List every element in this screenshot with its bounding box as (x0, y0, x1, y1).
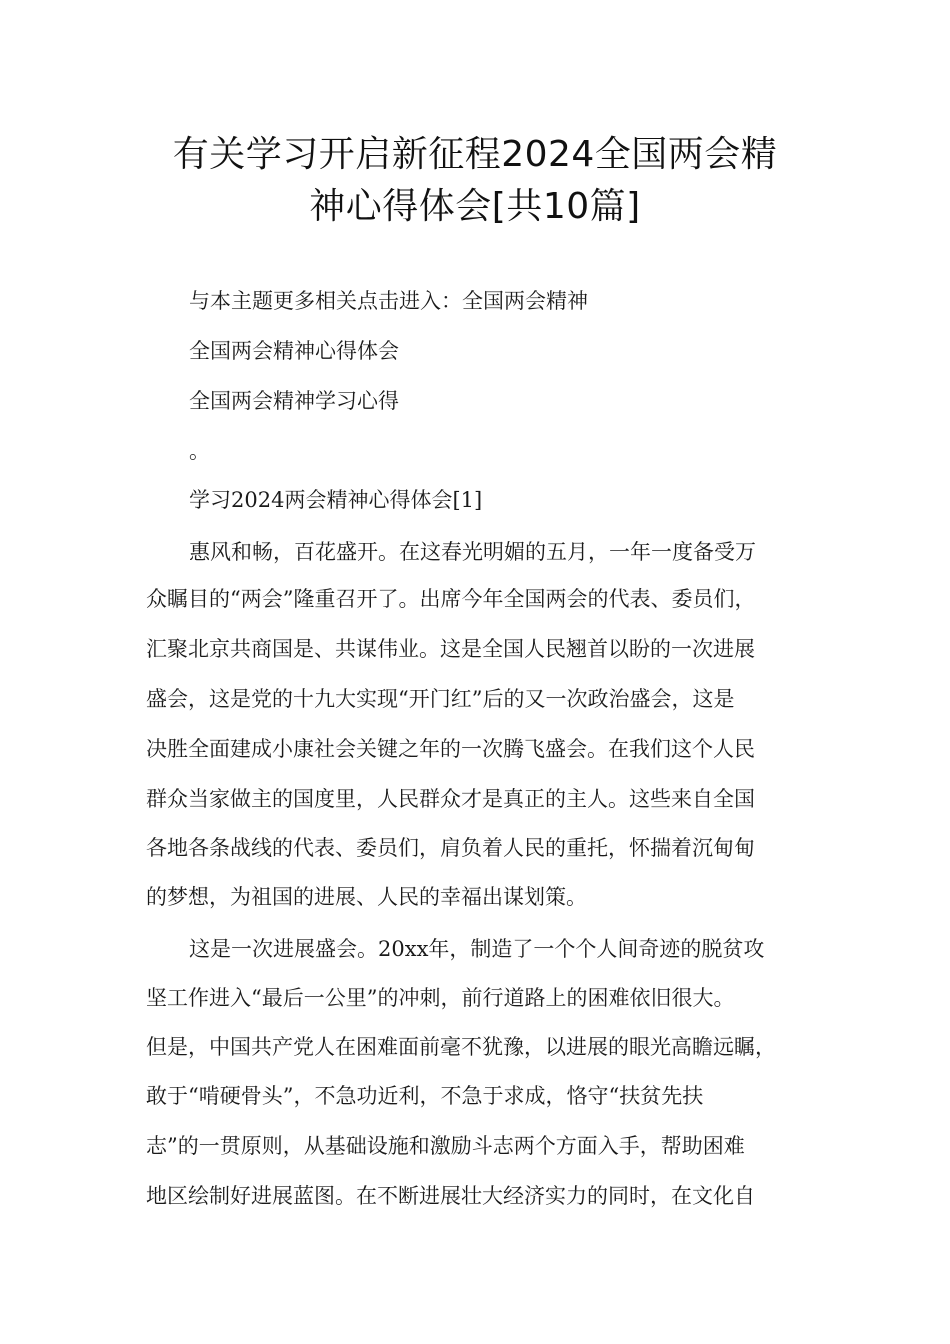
section-heading: 学习2024两会精神心得体会[1] (189, 488, 483, 512)
related-link-main[interactable]: 全国两会精神 (462, 289, 588, 313)
document-title-line-1: 有关学习开启新征程2024全国两会精 (172, 134, 778, 175)
paragraph-2-line: 地区绘制好进展蓝图。在不断进展壮大经济实力的同时，在文化自 (146, 1184, 755, 1208)
document-title-line-2: 神心得体会[共10篇] (309, 186, 641, 227)
paragraph-1-line: 众瞩目的“两会”隆重召开了。出席今年全国两会的代表、委员们， (146, 587, 756, 611)
paragraph-2-line: 坚工作进入“最后一公里”的冲刺，前行道路上的困难依旧很大。 (146, 986, 735, 1010)
paragraph-1-line: 汇聚北京共商国是、共谋伟业。这是全国人民翘首以盼的一次进展 (146, 637, 755, 661)
paragraph-1-line: 决胜全面建成小康社会关键之年的一次腾飞盛会。在我们这个人民 (146, 737, 755, 761)
related-prefix: 与本主题更多相关点击进入： (189, 289, 462, 313)
paragraph-1-line: 盛会，这是党的十九大实现“开门红”后的又一次政治盛会，这是 (146, 687, 735, 711)
paragraph-1-line: 各地各条战线的代表、委员们，肩负着人民的重托，怀揣着沉甸甸 (146, 836, 755, 860)
paragraph-2-line: 志”的一贯原则，从基础设施和激励斗志两个方面入手，帮助困难 (146, 1134, 745, 1158)
paragraph-2-line: 敢于“啃硬骨头”，不急功近利，不急于求成，恪守“扶贫先扶 (146, 1084, 704, 1108)
related-topics-line (189, 286, 588, 316)
paragraph-1-line: 群众当家做主的国度里，人民群众才是真正的主人。这些来自全国 (146, 787, 755, 811)
paragraph-2-line: 但是，中国共产党人在困难面前毫不犹豫，以进展的眼光高瞻远瞩， (146, 1035, 776, 1059)
paragraph-1-line: 惠风和畅，百花盛开。在这春光明媚的五月，一年一度备受万 (189, 540, 756, 564)
paragraph-1-line: 的梦想，为祖国的进展、人民的幸福出谋划策。 (146, 885, 587, 909)
paragraph-2-line: 这是一次进展盛会。20xx年，制造了一个个人间奇迹的脱贫攻 (189, 937, 765, 961)
related-link-1[interactable]: 全国两会精神心得体会 (189, 339, 399, 363)
related-end-mark: 。 (189, 439, 210, 463)
related-link-2[interactable]: 全国两会精神学习心得 (189, 389, 399, 413)
